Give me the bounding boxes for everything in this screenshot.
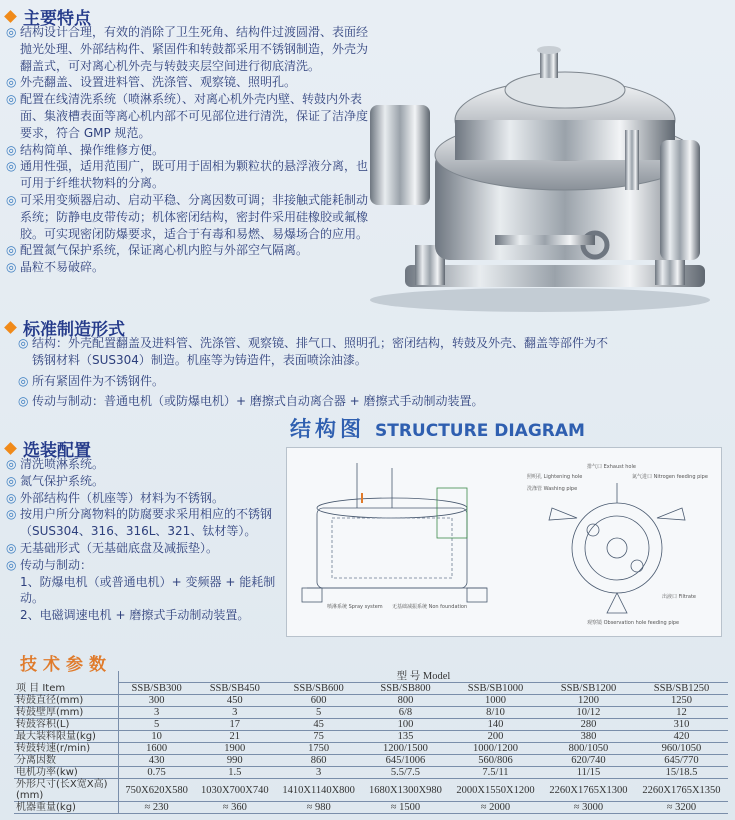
table-cell: ≈ 230 (119, 802, 195, 814)
list-item: ◎ 结构：外壳配置翻盖及进料管、洗涤管、观察镜、排气口、照明孔；密闭结构，转鼓及外壳、翻盖等部件为不锈钢材料（SUS304）制造。机座等为铸造件，表面喷涂油漆。 (18, 336, 609, 367)
svg-text:喷淋系统 Spray system: 喷淋系统 Spray system (327, 604, 383, 610)
row-label: 机器重量(kg) (14, 802, 119, 814)
table-cell: 960/1050 (635, 743, 728, 755)
table-row (14, 779, 728, 802)
diamond-icon (4, 442, 17, 455)
circle-bullet-icon: ◎ (6, 75, 17, 90)
table-cell: ≈ 3200 (635, 802, 728, 814)
table-cell: 1200 (542, 695, 635, 707)
table-cell: ≈ 980 (275, 802, 362, 814)
model-cell: SSB/SB1000 (449, 683, 542, 695)
table-cell: 800 (362, 695, 449, 707)
table-cell: 17 (194, 719, 275, 731)
table-cell: 1900 (194, 743, 275, 755)
table-row (14, 731, 728, 743)
table-cell: 310 (635, 719, 728, 731)
table-cell: 5.5/7.5 (362, 767, 449, 779)
model-cell: SSB/SB800 (362, 683, 449, 695)
table-cell: 1000/1200 (449, 743, 542, 755)
model-cell: SSB/SB1200 (542, 683, 635, 695)
model-cell: SSB/SB450 (194, 683, 275, 695)
circle-bullet-icon: ◎ (6, 490, 17, 505)
table-cell: 12 (635, 707, 728, 719)
list-item: ◎ 晶粒不易破碎。 (6, 260, 105, 275)
diamond-icon (4, 321, 17, 334)
table-cell: 5 (119, 719, 195, 731)
circle-bullet-icon: ◎ (6, 25, 17, 39)
row-label: 电机功率(kw) (14, 767, 119, 779)
svg-text:排气口 Exhaust hole: 排气口 Exhaust hole (587, 464, 636, 470)
circle-bullet-icon: ◎ (6, 457, 17, 471)
table-cell: 300 (119, 695, 195, 707)
svg-text:观察镜 Observation hole feeding p: 观察镜 Observation hole feeding pipe (587, 620, 680, 626)
list-item: ◎ 结构设计合理，有效的消除了卫生死角、结构件过渡圆滑、表面经抛光处理、外部结构件、紧固件和转鼓都采用不锈钢制造，外壳为翻盖式，可对离心机外壳与转鼓夹层空间进行彻底清洗。 (6, 25, 369, 73)
specs-title: 技术参数 (20, 655, 112, 675)
features-list (6, 24, 368, 276)
table-cell: 380 (542, 731, 635, 743)
list-item: ◎ 配置氮气保护系统，保证离心机内腔与外部空气隔离。 (6, 243, 309, 258)
table-cell: 1000 (449, 695, 542, 707)
table-cell: ≈ 360 (194, 802, 275, 814)
row-label: 转鼓直径(mm) (14, 695, 119, 707)
table-cell: 1.5 (194, 767, 275, 779)
table-cell: 2260X1765X1350 (635, 779, 728, 802)
list-item: ◎ 清洗喷淋系统。 (6, 457, 105, 471)
list-item: ◎ 可采用变频器启动、启动平稳、分离因数可调；非接触式能耗制动系统；防静电皮带传动；机体密闭结构，密封件采用硅橡胶或氟橡胶。可实现密闭防爆要求，适合于有毒和易燃、易爆场合的应用。 (6, 192, 369, 241)
table-cell: 1680X1300X980 (362, 779, 449, 802)
table-cell: 645/770 (635, 755, 728, 767)
table-cell: 1410X1140X800 (275, 779, 362, 802)
table-cell: 15/18.5 (635, 767, 728, 779)
svg-text:照明孔 Lightening hole: 照明孔 Lightening hole (527, 474, 583, 480)
row-label: 外形尺寸(长X宽X高)(mm) (14, 779, 119, 802)
svg-text:出液口 Filtrate: 出液口 Filtrate (662, 594, 696, 600)
table-row (14, 707, 728, 719)
model-cell: SSB/SB300 (119, 683, 195, 695)
circle-bullet-icon: ◎ (6, 473, 17, 488)
list-item: ◎ 传动与制动： (6, 557, 93, 572)
table-cell: 990 (194, 755, 275, 767)
circle-bullet-icon: ◎ (6, 159, 17, 174)
list-item: ◎ 氮气保护系统。 (6, 473, 105, 488)
table-cell: 800/1050 (542, 743, 635, 755)
row-label: 分离因数 (14, 755, 119, 767)
circle-bullet-icon: ◎ (6, 142, 17, 157)
table-cell: 1600 (119, 743, 195, 755)
row-label: 转鼓壁厚(mm) (14, 707, 119, 719)
circle-bullet-icon: ◎ (18, 373, 29, 388)
list-item: 1、防爆电机（或普通电机）+ 变频器 + 能耗制动。 (20, 574, 276, 606)
options-title: 选装配置 (23, 441, 91, 461)
table-cell: 100 (362, 719, 449, 731)
circle-bullet-icon: ◎ (6, 507, 17, 522)
table-cell: 280 (542, 719, 635, 731)
table-row (14, 802, 728, 814)
standard-list (18, 335, 618, 410)
table-row (14, 743, 728, 755)
spec-table (14, 671, 728, 814)
table-cell: 420 (635, 731, 728, 743)
table-cell: 750X620X580 (119, 779, 195, 802)
circle-bullet-icon: ◎ (6, 192, 17, 207)
table-row (14, 767, 728, 779)
svg-text:无基础减振系统 Non foundation: 无基础减振系统 Non foundation (392, 604, 468, 610)
circle-bullet-icon: ◎ (6, 92, 17, 107)
diagram-title: 结构图 STRUCTURE DIAGRAM (290, 417, 585, 441)
centrifuge-photo (355, 30, 725, 315)
circle-bullet-icon: ◎ (6, 243, 17, 258)
table-cell: 135 (362, 731, 449, 743)
structure-diagram (286, 447, 722, 637)
table-cell: 1030X700X740 (194, 779, 275, 802)
table-cell: ≈ 1500 (362, 802, 449, 814)
table-cell: 8/10 (449, 707, 542, 719)
item-header: 项 目 Item (14, 683, 119, 695)
table-cell: 1200/1500 (362, 743, 449, 755)
circle-bullet-icon: ◎ (18, 336, 29, 350)
table-cell: 11/15 (542, 767, 635, 779)
svg-text:氮气进口 Nitrogen feeding pipe: 氮气进口 Nitrogen feeding pipe (632, 474, 708, 480)
list-item: ◎ 通用性强，适用范围广，既可用于固相为颗粒状的悬浮液分离，也可用于纤维状物料的分离。 (6, 159, 369, 191)
list-item: 2、电磁调速电机 + 磨擦式手动制动装置。 (20, 608, 250, 623)
table-cell: 2000X1550X1200 (449, 779, 542, 802)
table-cell: 10 (119, 731, 195, 743)
table-cell: 200 (449, 731, 542, 743)
model-header: 型 号 Model (119, 671, 729, 683)
list-item: ◎ 无基础形式（无基础底盘及减振垫）。 (6, 540, 219, 555)
table-cell: 560/806 (449, 755, 542, 767)
table-cell: 645/1006 (362, 755, 449, 767)
table-cell: 2260X1765X1300 (542, 779, 635, 802)
table-cell: 7.5/11 (449, 767, 542, 779)
table-cell: 860 (275, 755, 362, 767)
list-item: ◎ 外部结构件（机座等）材料为不锈钢。 (6, 490, 225, 505)
table-cell: 10/12 (542, 707, 635, 719)
table-cell: 21 (194, 731, 275, 743)
svg-text:洗涤管 Washing pipe: 洗涤管 Washing pipe (527, 486, 578, 492)
list-item: ◎ 配置在线清洗系统（喷淋系统）、对离心机外壳内壁、转鼓内外表面、集液槽表面等离心机内部不可见部位进行清洗，保证了洁净度要求，符合 GMP 规范。 (6, 92, 369, 140)
list-item: ◎ 传动与制动：普通电机（或防爆电机）+ 磨擦式自动离合器 + 磨擦式手动制动装置。 (18, 394, 484, 409)
table-cell: 430 (119, 755, 195, 767)
table-cell: 6/8 (362, 707, 449, 719)
table-row (14, 671, 728, 683)
table-cell: 1750 (275, 743, 362, 755)
table-cell: 450 (194, 695, 275, 707)
table-cell: 3 (194, 707, 275, 719)
table-cell: 45 (275, 719, 362, 731)
table-cell: 3 (275, 767, 362, 779)
table-row (14, 719, 728, 731)
list-item: ◎ 结构简单、操作维修方便。 (6, 142, 165, 157)
features-title: 主要特点 (23, 9, 91, 29)
model-cell: SSB/SB600 (275, 683, 362, 695)
model-cell: SSB/SB1250 (635, 683, 728, 695)
list-item: ◎ 按用户所分离物料的防腐要求采用相应的不锈钢（SUS304、316、316L、321、钛材等）。 (6, 507, 273, 539)
row-label: 转鼓转速(r/min) (14, 743, 119, 755)
table-row (14, 755, 728, 767)
table-cell: 1250 (635, 695, 728, 707)
circle-bullet-icon: ◎ (6, 557, 17, 572)
table-cell: 3 (119, 707, 195, 719)
circle-bullet-icon: ◎ (6, 540, 17, 555)
circle-bullet-icon: ◎ (6, 260, 17, 275)
row-label: 最大装料限量(kg) (14, 731, 119, 743)
table-cell: 5 (275, 707, 362, 719)
list-item: ◎ 外壳翻盖、设置进料管、洗涤管、观察镜、照明孔。 (6, 75, 297, 90)
table-row (14, 695, 728, 707)
row-label: 转鼓容积(L) (14, 719, 119, 731)
list-item: ◎ 所有紧固件为不锈钢件。 (18, 373, 165, 388)
table-cell: ≈ 3000 (542, 802, 635, 814)
table-cell: ≈ 2000 (449, 802, 542, 814)
table-cell: 0.75 (119, 767, 195, 779)
options-list (6, 456, 286, 624)
table-cell: 140 (449, 719, 542, 731)
circle-bullet-icon: ◎ (18, 394, 29, 409)
standard-title: 标准制造形式 (23, 320, 125, 340)
table-cell: 620/740 (542, 755, 635, 767)
table-row (14, 683, 728, 695)
diamond-icon (4, 10, 17, 23)
table-cell: 75 (275, 731, 362, 743)
table-cell: 600 (275, 695, 362, 707)
